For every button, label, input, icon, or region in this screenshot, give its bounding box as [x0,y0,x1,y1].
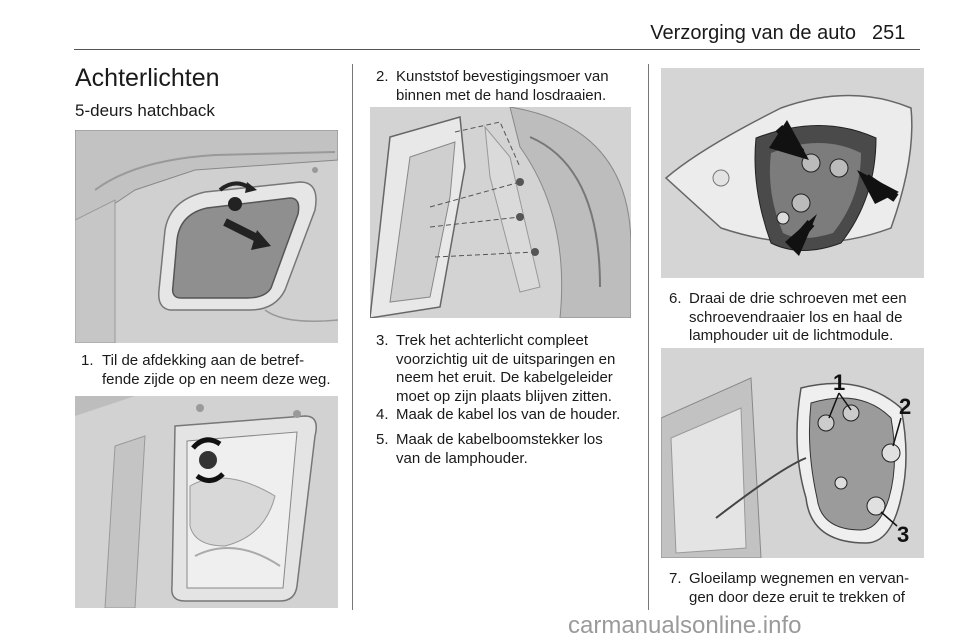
header-rule [74,49,920,50]
step-6-line-1: Draai de drie schroeven met een [689,290,907,307]
illustration-cover-panel [75,130,338,343]
figure-tail-light-removal [370,107,631,318]
step-5-line-1: Maak de kabelboomstekker los [396,431,603,448]
figure-numbered-screws [661,348,924,558]
screw-label-1: 1 [833,370,846,395]
step-5-text [396,431,603,468]
step-1-line-2: fende zijde op en neem deze weg. [102,370,331,388]
step-6-line-3: lamphouder uit de lichtmodule. [689,327,894,344]
step-4-text [396,406,620,425]
step-2-number: 2. [376,68,389,85]
illustration-tail-light-removal [370,107,631,318]
figure-plastic-nut [75,396,338,608]
step-6-text [689,290,907,346]
step-2-line-2: binnen met de hand losdraaien. [396,86,607,104]
screw-label-3: 3 [897,522,910,547]
screw-label-2: 2 [899,394,912,419]
step-3-text [396,332,615,406]
step-2-line-1: Kunststof bevestigingsmoer van [396,68,609,85]
step-3-line-2: voorzichtig uit de uitsparingen en [396,350,616,368]
step-2-text [396,68,609,105]
step-7-number: 7. [669,570,682,587]
step-4-number: 4. [376,406,389,423]
step-4-line-1: Maak de kabel los van de houder. [396,406,621,423]
figure-lamp-holder-screws [661,68,924,278]
section-subtitle: 5-deurs hatchback [75,101,215,120]
step-1-line-1: Til de afdekking aan de betref- [102,352,305,369]
column-divider-2 [648,64,649,610]
step-5-line-2: van de lamphouder. [396,449,528,467]
step-3-line-4: moet op zijn plaats blijven zitten. [396,387,612,405]
section-title: Achterlichten [75,64,220,92]
watermark: carmanualsonline.info [568,612,802,639]
column-divider-1 [352,64,353,610]
illustration-lamp-holder-screws [661,68,924,278]
step-1-number: 1. [81,352,94,369]
step-1-text [102,352,331,389]
header-title: Verzorging van de auto [650,22,856,44]
step-5-number: 5. [376,431,389,448]
step-3-number: 3. [376,332,389,349]
step-3-line-3: neem het eruit. De kabelgeleider [396,369,613,386]
step-7-line-2: gen door deze eruit te trekken of [689,588,905,606]
step-7-line-1: Gloeilamp wegnemen en vervan- [689,570,910,587]
illustration-numbered-screws [661,348,924,558]
illustration-plastic-nut [75,396,338,608]
figure-cover-panel [75,130,338,343]
page-number: 251 [872,22,906,44]
step-6-number: 6. [669,290,682,307]
step-7-text [689,570,909,607]
step-6-line-2: schroevendraaier los en haal de [689,308,903,326]
step-3-line-1: Trek het achterlicht compleet [396,332,589,349]
